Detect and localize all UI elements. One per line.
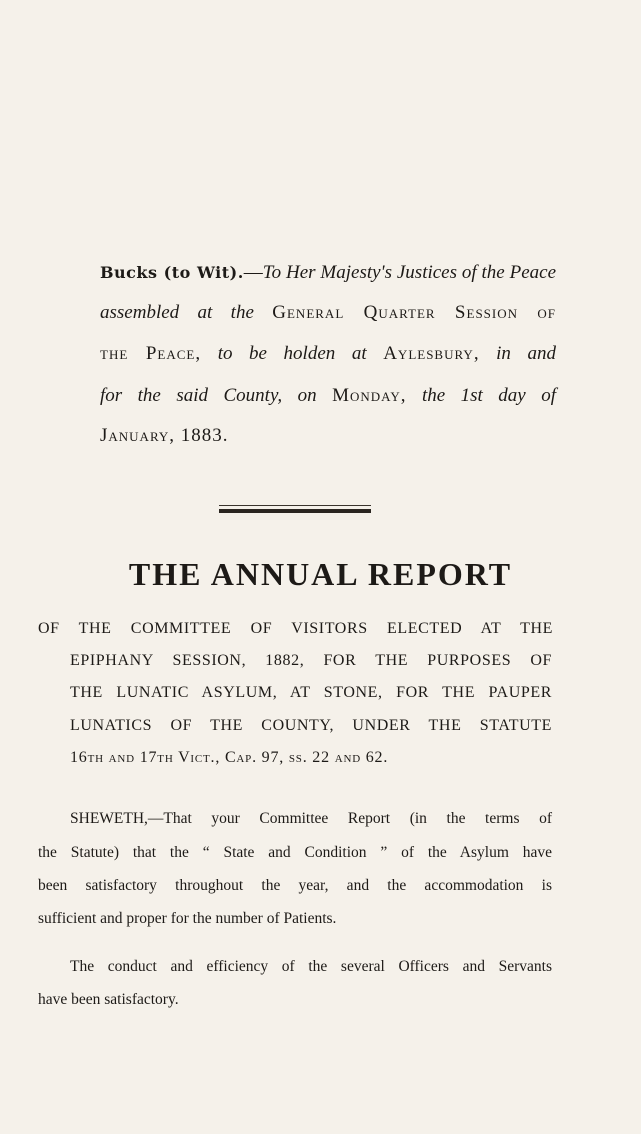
- heading-line-4: [100, 380, 556, 412]
- heading-line-4-italic: for the said County,: [100, 385, 283, 406]
- statute-reference: 16th and 17th Vict., Cap. 97, ss. 22 and 62.: [70, 749, 389, 766]
- body-paragraph-1-line-2: the Statute) that the “ State and Condition ” of the Asylum have: [38, 844, 552, 861]
- day-name: Monday,: [332, 385, 407, 406]
- heading-line-3-italic-end: in and: [496, 343, 557, 364]
- heading-dash: —: [243, 262, 263, 283]
- subtitle-line-2: EPIPHANY SESSION, 1882, FOR THE PURPOSES OF: [70, 652, 552, 669]
- heading-line-3-italic: to be holden at: [217, 343, 367, 364]
- heading-line-4-on: on: [297, 385, 317, 406]
- subtitle-line-3: THE LUNATIC ASYLUM, AT STONE, FOR THE PAUPER: [70, 684, 552, 701]
- county-name: Bucks (to Wit).: [100, 263, 244, 282]
- decorative-double-rule: [219, 505, 371, 513]
- body-paragraph-1-line-1: SHEWETH,—That your Committee Report (in the terms of: [70, 810, 552, 827]
- subtitle-line-4: LUNATICS OF THE COUNTY, UNDER THE STATUTE: [70, 717, 552, 734]
- heading-line-4-date: the 1st day of: [421, 385, 556, 406]
- rule-thin-line: [219, 505, 371, 506]
- heading-date: January, 1883.: [100, 425, 229, 446]
- body-paragraph-1-line-3: been satisfactory throughout the year, and the accommodation is: [38, 877, 552, 894]
- subtitle-line-1: OF THE COMMITTEE OF VISITORS ELECTED AT THE: [38, 620, 553, 637]
- body-paragraph-2-line-2: have been satisfactory.: [38, 991, 179, 1008]
- report-title: THE ANNUAL REPORT: [128, 556, 513, 592]
- heading-line-3-caps: the Peace,: [100, 343, 202, 364]
- heading-line-1: [100, 257, 556, 289]
- heading-line-2: [100, 297, 556, 329]
- body-paragraph-1-line-4: sufficient and proper for the number of Patients.: [38, 910, 337, 927]
- addressee: To Her Majesty's Justices of the Peace: [262, 262, 557, 283]
- heading-line-2-italic: assembled at the: [100, 302, 254, 323]
- body-paragraph-2-line-1: The conduct and efficiency of the several Officers and Servants: [70, 958, 552, 975]
- session-name: General Quarter Session of: [272, 302, 556, 323]
- rule-thick-line: [219, 509, 371, 513]
- heading-line-3: [100, 338, 556, 370]
- place-name: Aylesbury,: [383, 343, 480, 364]
